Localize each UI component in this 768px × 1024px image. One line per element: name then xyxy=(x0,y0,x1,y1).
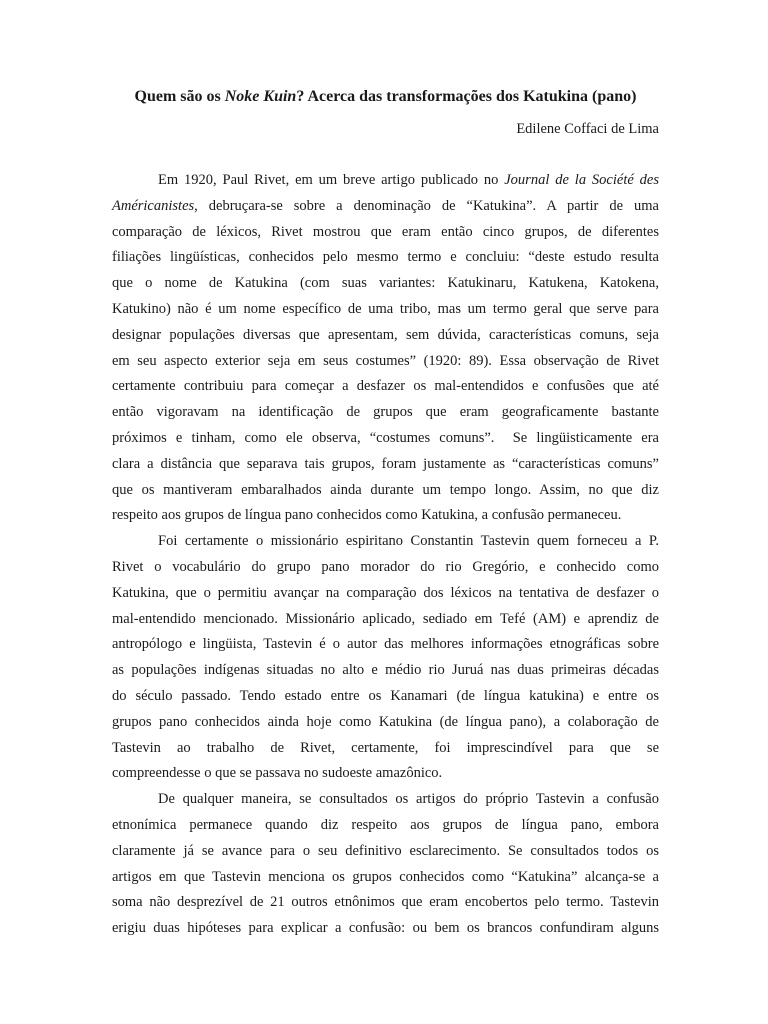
text-segment: Em 1920, Paul Rivet, em um breve artigo publicado no xyxy=(158,172,505,188)
text-segment: Foi certamente o missionário espiritano Constantin Tastevin quem forneceu a P. xyxy=(158,533,659,550)
body-text xyxy=(112,168,659,942)
text-line xyxy=(112,529,659,555)
text-line xyxy=(112,452,659,478)
text-line xyxy=(112,581,659,607)
text-segment: próximos e tinham, como ele observa, “costumes comuns”. Se lingüisticamente era xyxy=(112,429,659,446)
text-segment: Katukino) não é um nome específico de uma tribo, mas um termo geral que serve para xyxy=(112,300,659,317)
text-segment: então vigoravam na identificação de grupos que eram geograficamente bastante xyxy=(112,404,659,421)
text-line xyxy=(112,400,659,426)
text-segment: clara a distância que separava tais grupos, foram justamente as “características comuns” xyxy=(112,455,659,472)
text-segment: que o nome de Katukina (com suas variantes: Katukinaru, Katukena, Katokena, xyxy=(112,275,659,292)
text-line xyxy=(112,297,659,323)
text-segment: Tastevin ao trabalho de Rivet, certamente, foi imprescindível para que se xyxy=(112,739,659,756)
text-segment: em seu aspecto exterior seja em seus costumes” (1920: 89). Essa observação de Rivet xyxy=(112,352,659,369)
text-line xyxy=(112,813,659,839)
document-title xyxy=(112,86,659,108)
text-line xyxy=(112,220,659,246)
text-line xyxy=(112,787,659,813)
text-line xyxy=(112,916,659,942)
text-segment: que os mantiveram embaralhados ainda durante um tempo longo. Assim, no que diz xyxy=(112,481,659,498)
text-line xyxy=(112,245,659,271)
text-segment: certamente contribuiu para começar a desfazer os mal-entendidos e confusões que até xyxy=(112,378,659,395)
text-line xyxy=(112,736,659,762)
text-segment: Katukina, que o permitiu avançar na comparação dos léxicos na tentativa de desfazer o xyxy=(112,584,659,601)
title-text-before: Quem são os xyxy=(134,88,225,105)
text-line xyxy=(112,503,659,529)
text-segment: erigiu duas hipóteses para explicar a confusão: ou bem os brancos confundiram alguns xyxy=(112,920,659,937)
text-segment: soma não desprezível de 21 outros etnônimos que eram encobertos pelo termo. Tastevin xyxy=(112,894,659,911)
text-segment: De qualquer maneira, se consultados os artigos do próprio Tastevin a confusão xyxy=(158,791,659,808)
text-line xyxy=(112,865,659,891)
text-line xyxy=(112,710,659,736)
text-segment: claramente já se avance para o seu definitivo esclarecimento. Se consultados todos os xyxy=(112,842,659,859)
text-segment: respeito aos grupos de língua pano conhecidos como Katukina, a confusão permaneceu. xyxy=(112,507,622,524)
text-line xyxy=(112,658,659,684)
title-text-after: ? Acerca das transformações dos Katukina (pano) xyxy=(296,88,637,105)
text-line xyxy=(112,555,659,581)
text-segment: filiações lingüísticas, conhecidos pelo mesmo termo e concluiu: “deste estudo resulta xyxy=(112,249,659,266)
text-line xyxy=(112,478,659,504)
text-segment: do século passado. Tendo estado entre os Kanamari (de língua katukina) e entre os xyxy=(112,687,659,704)
italic-text: Américanistes xyxy=(112,197,195,214)
text-line xyxy=(112,323,659,349)
text-segment: grupos pano conhecidos ainda hoje como Katukina (de língua pano), a colaboração de xyxy=(112,713,659,730)
text-line xyxy=(112,761,659,787)
text-segment: antropólogo e lingüista, Tastevin é o autor das melhores informações etnográficas sobre xyxy=(112,636,659,653)
text-segment: , debruçara-se sobre a denominação de “Katukina”. A partir de uma xyxy=(194,197,659,214)
author-name: Edilene Coffaci de Lima xyxy=(516,121,659,137)
text-line xyxy=(112,194,659,220)
text-line xyxy=(112,168,659,194)
text-line xyxy=(112,349,659,375)
text-segment: compreendesse o que se passava no sudoeste amazônico. xyxy=(112,765,443,782)
text-segment: designar populações diversas que apresentam, sem dúvida, características comuns, seja xyxy=(112,326,659,343)
text-line xyxy=(112,890,659,916)
text-line xyxy=(112,426,659,452)
italic-text: Journal de la Société des xyxy=(504,172,660,188)
text-line xyxy=(112,839,659,865)
text-segment: mal-entendido mencionado. Missionário aplicado, sediado em Tefé (AM) e aprendiz de xyxy=(112,610,659,627)
text-segment: comparação de léxicos, Rivet mostrou que eram então cinco grupos, de diferentes xyxy=(112,223,659,240)
text-segment: Rivet o vocabulário do grupo pano morador do rio Gregório, e conhecido como xyxy=(112,558,659,575)
text-line xyxy=(112,684,659,710)
text-line xyxy=(112,632,659,658)
text-segment: as populações indígenas situadas no alto e médio rio Juruá nas duas primeiras décadas xyxy=(112,662,659,679)
text-line xyxy=(112,607,659,633)
text-segment: etnonímica permanece quando diz respeito aos grupos de língua pano, embora xyxy=(112,816,659,833)
text-line xyxy=(112,271,659,297)
text-line xyxy=(112,374,659,400)
title-text-italic: Noke Kuin xyxy=(224,88,297,105)
text-segment: artigos em que Tastevin menciona os grupos conhecidos como “Katukina” alcança-se a xyxy=(112,868,659,885)
